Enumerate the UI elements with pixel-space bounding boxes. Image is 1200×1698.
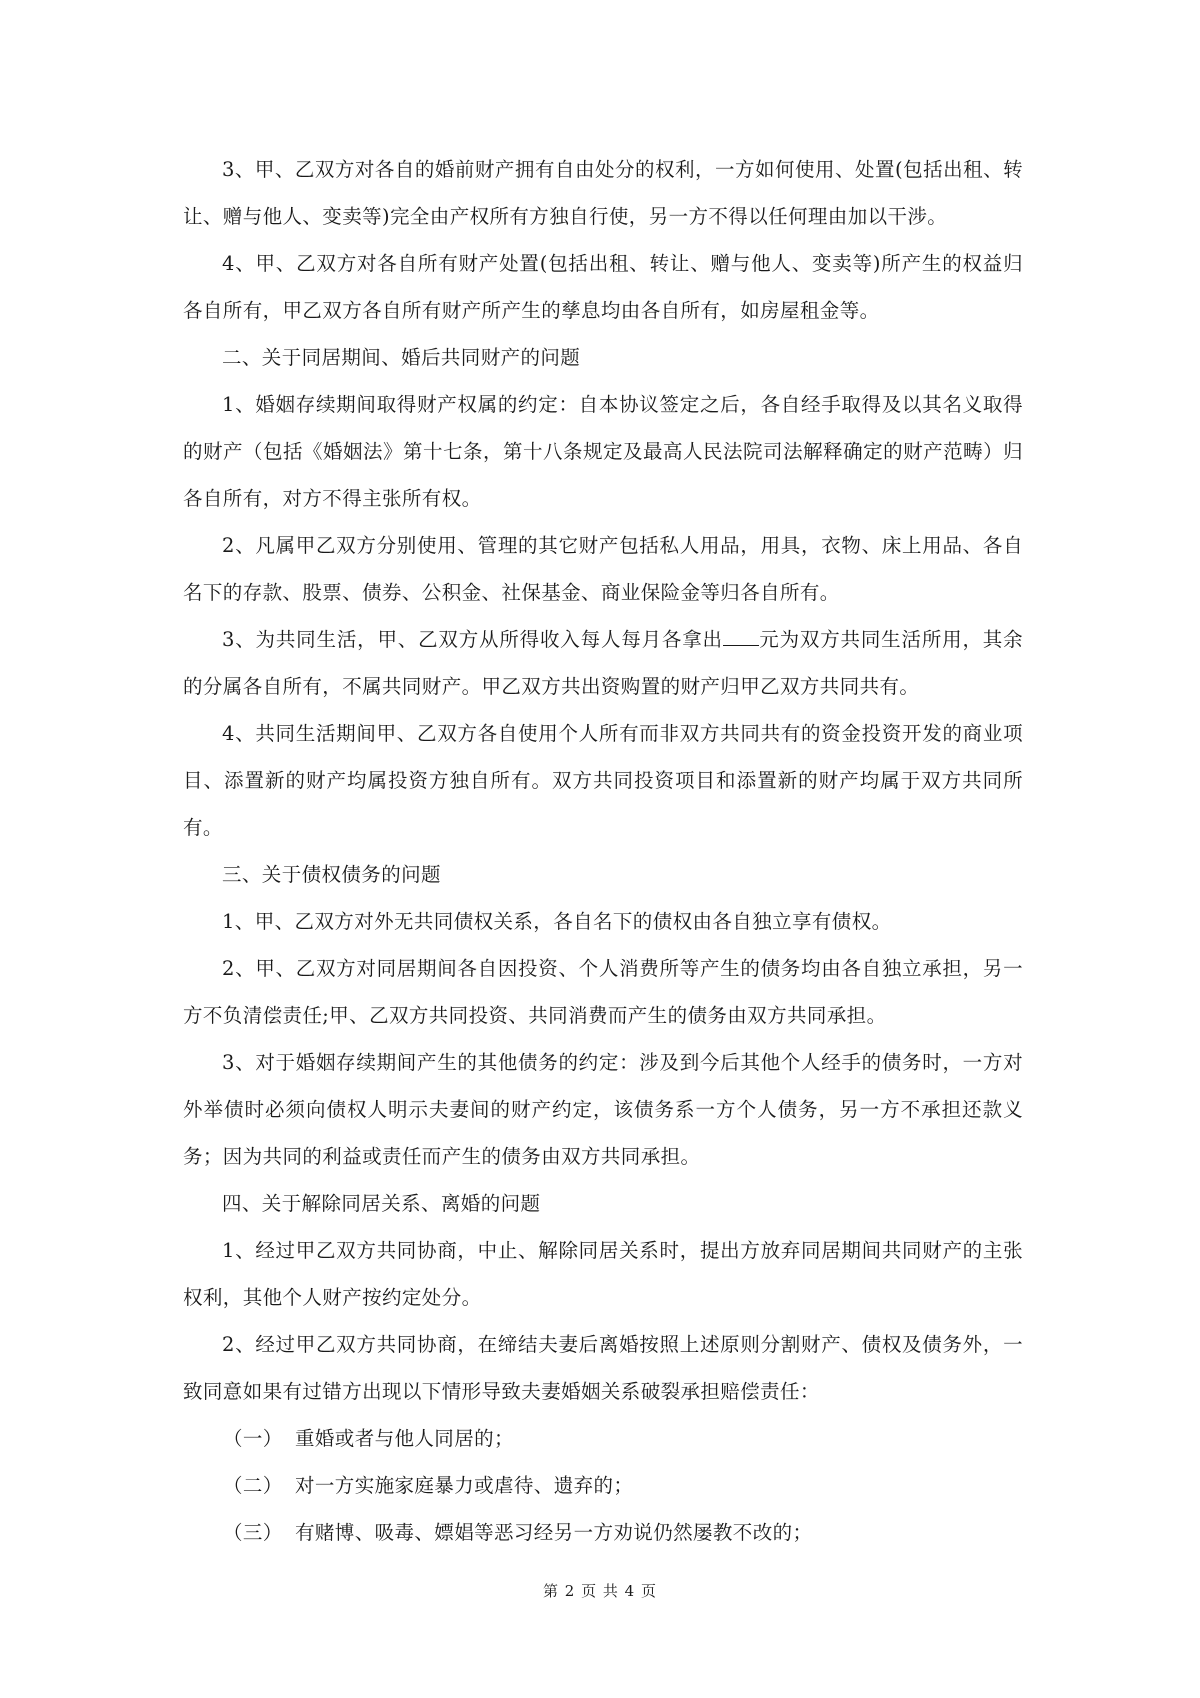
amount-blank bbox=[723, 645, 759, 646]
clause-other-debts: 3、对于婚姻存续期间产生的其他债务的约定：涉及到今后其他个人经手的债务时，一方对外举债时必须向债权人明示夫妻间的财产约定，该债务系一方个人债务，另一方不承担还款义务；因为共同的利益或责任而产生的债务由双方共同承担。 bbox=[183, 1051, 1023, 1168]
clause-end-cohabitation: 1、经过甲乙双方共同协商，中止、解除同居关系时，提出方放弃同居期间共同财产的主张权利，其他个人财产按约定处分。 bbox=[183, 1239, 1023, 1309]
clause-living-contribution-after: 元为双方共同生活所用，其余的分属各自所有，不属共同财产。甲乙双方共出资购置的财产归甲乙双方共同共有。 bbox=[183, 628, 1023, 698]
list-item bbox=[183, 1509, 1023, 1556]
clause-investment-projects: 4、共同生活期间甲、乙双方各自使用个人所有而非双方共同共有的资金投资开发的商业项目、添置新的财产均属投资方独自所有。双方共同投资项目和添置新的财产均属于双方共同所有。 bbox=[183, 722, 1023, 839]
list-item-mark: （三） bbox=[223, 1521, 283, 1544]
section-heading-debts: 三、关于债权债务的问题 bbox=[222, 863, 441, 886]
document-body bbox=[183, 146, 1023, 1556]
list-item bbox=[183, 1415, 1023, 1462]
clause-divorce-liability: 2、经过甲乙双方共同协商，在缔结夫妻后离婚按照上述原则分割财产、债权及债务外，一致同意如果有过错方出现以下情形导致夫妻婚姻关系破裂承担赔偿责任： bbox=[183, 1333, 1023, 1403]
clause-disposal-proceeds: 4、甲、乙双方对各自所有财产处置(包括出租、转让、赠与他人、变卖等)所产生的权益归各自所有，甲乙双方各自所有财产所产生的孳息均由各自所有，如房屋租金等。 bbox=[183, 252, 1023, 322]
list-item-mark: （一） bbox=[223, 1427, 283, 1450]
clause-separate-items: 2、凡属甲乙双方分别使用、管理的其它财产包括私人用品，用具，衣物、床上用品、各自名下的存款、股票、债券、公积金、社保基金、商业保险金等归各自所有。 bbox=[183, 534, 1023, 604]
section-heading-dissolution: 四、关于解除同居关系、离婚的问题 bbox=[222, 1192, 541, 1215]
clause-marital-acquisitions: 1、婚姻存续期间取得财产权属的约定：自本协议签定之后，各自经手取得及以其名义取得的财产（包括《婚姻法》第十七条，第十八条规定及最高人民法院司法解释确定的财产范畴）归各自所有，对方不得主张所有权。 bbox=[183, 393, 1023, 510]
clause-cohabitation-debts: 2、甲、乙双方对同居期间各自因投资、个人消费所等产生的债务均由各自独立承担，另一方不负清偿责任;甲、乙双方共同投资、共同消费而产生的债务由双方共同承担。 bbox=[183, 957, 1023, 1027]
clause-living-contribution-before: 3、为共同生活，甲、乙双方从所得收入每人每月各拿出 bbox=[222, 628, 723, 651]
page-footer: 第 2 页 共 4 页 bbox=[543, 1582, 657, 1600]
list-item-text: 重婚或者与他人同居的； bbox=[295, 1427, 514, 1450]
clause-living-contribution bbox=[183, 616, 1023, 710]
section-heading-joint-property: 二、关于同居期间、婚后共同财产的问题 bbox=[222, 346, 581, 369]
list-item bbox=[183, 1462, 1023, 1509]
clause-external-claims: 1、甲、乙双方对外无共同债权关系，各自名下的债权由各自独立享有债权。 bbox=[222, 910, 892, 933]
list-item-mark: （二） bbox=[223, 1474, 283, 1497]
list-item-text: 对一方实施家庭暴力或虐待、遗弃的； bbox=[295, 1474, 634, 1497]
clause-premarital-disposal: 3、甲、乙双方对各自的婚前财产拥有自由处分的权利，一方如何使用、处置(包括出租、转让、赠与他人、变卖等)完全由产权所有方独自行使，另一方不得以任何理由加以干涉。 bbox=[183, 158, 1023, 228]
list-item-text: 有赌博、吸毒、嫖娼等恶习经另一方劝说仍然屡教不改的； bbox=[295, 1521, 813, 1544]
